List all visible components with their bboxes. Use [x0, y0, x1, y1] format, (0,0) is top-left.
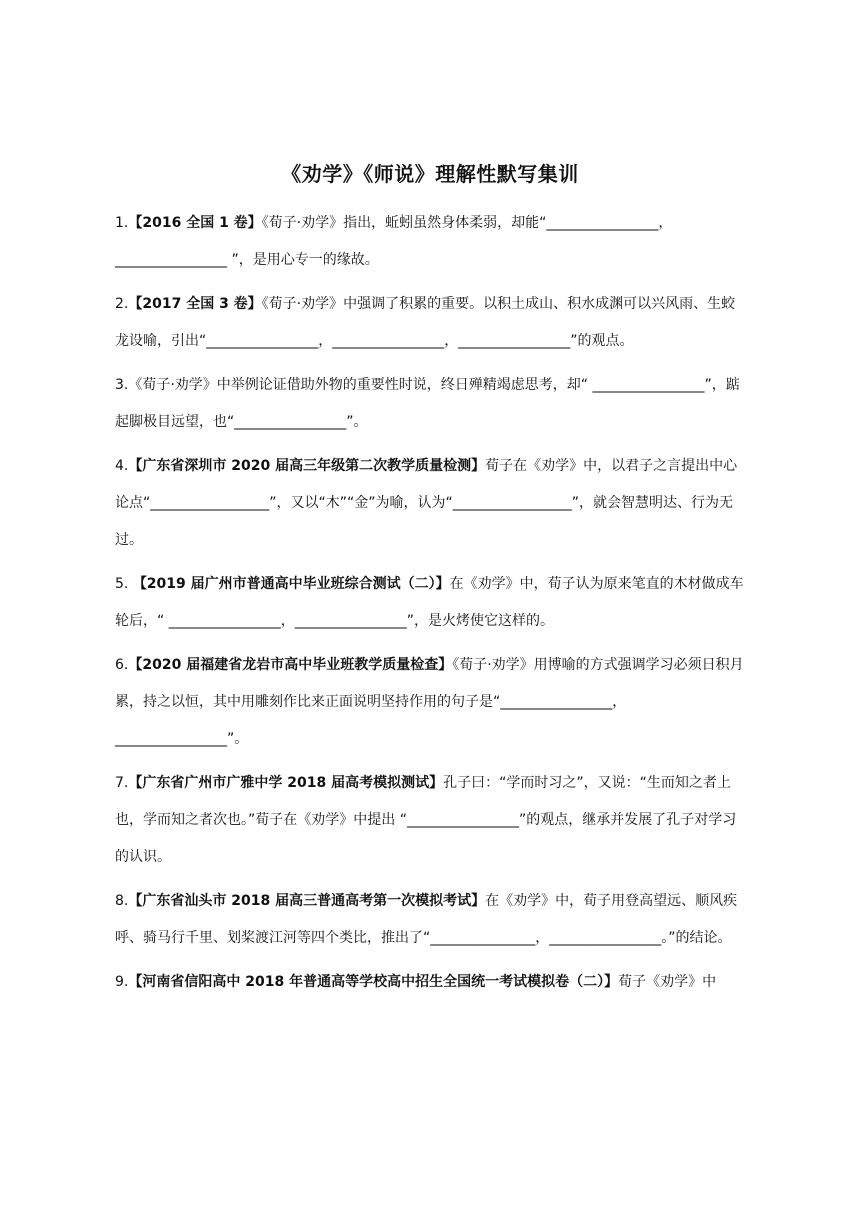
question-text: 孔子曰：“学而时习之”，又说：“生而知之者上也，学而知之者次也。”荀子在《劝学》中提出 “________________”的观点，继承并发展了孔子对学习的认识。 — [115, 775, 737, 865]
question-text: 《荀子·劝学》中强调了积累的重要。以积土成山、积水成渊可以兴风雨、生蛟龙设喻，引出“________________，________________，________________”的观点。 — [115, 296, 736, 349]
question-6 — [115, 647, 745, 758]
question-text: 《荀子·劝学》用博喻的方式强调学习必须日积月累，持之以恒，其中用雕刻作比来正面说明坚持作用的句子是“________________，________________”。 — [115, 657, 744, 747]
question-4 — [115, 448, 745, 559]
question-number: 9. — [115, 974, 129, 990]
question-7 — [115, 765, 745, 876]
question-source: 【广东省汕头市 2018 届高三普通高考第一次模拟考试】 — [128, 893, 486, 909]
question-source: 【广东省深圳市 2020 届高三年级第二次教学质量检测】 — [128, 458, 486, 474]
question-source: 【2016 全国 1 卷】 — [128, 215, 262, 231]
question-number: 6. — [115, 657, 129, 673]
question-text: 在《劝学》中，荀子用登高望远、顺风疾呼、骑马行千里、划桨渡江河等四个类比，推出了“_______________，________________。”的结论。 — [115, 893, 738, 946]
question-text: 《荀子·劝学》指出，蚯蚓虽然身体柔弱，却能“________________，________________ ”，是用心专一的缘故。 — [115, 215, 673, 268]
question-3 — [115, 367, 745, 441]
question-1 — [115, 205, 745, 279]
question-number: 2. — [115, 296, 129, 312]
question-text: 荀子《劝学》中 — [618, 974, 717, 990]
question-text: 在《劝学》中，荀子认为原来笔直的木材做成车轮后，“ ________________，________________”，是火烤使它这样的。 — [115, 576, 744, 629]
question-number: 5. — [115, 576, 133, 592]
document-title: 《劝学》《师说》理解性默写集训 — [281, 162, 579, 186]
question-text: 荀子在《劝学》中，以君子之言提出中心论点“_________________”，又以“木”“金”为喻，认为“_________________”，就会智慧明达、行为无过。 — [115, 458, 738, 548]
question-source: 【2019 届广州市普通高中毕业班综合测试（二）】 — [132, 576, 450, 592]
question-number: 3. — [115, 377, 129, 393]
question-number: 1. — [115, 215, 129, 231]
question-2 — [115, 286, 745, 360]
question-number: 7. — [115, 775, 129, 791]
question-text: 《荀子·劝学》中举例论证借助外物的重要性时说，终日殚精竭虑思考，却“ ________________”，踮起脚极目远望，也“________________”。 — [115, 377, 740, 430]
question-8 — [115, 883, 745, 957]
question-source: 【2020 届福建省龙岩市高中毕业班教学质量检查】 — [128, 657, 453, 673]
question-number: 8. — [115, 893, 129, 909]
question-9 — [115, 964, 745, 1001]
question-source: 【2017 全国 3 卷】 — [128, 296, 262, 312]
question-source: 【广东省广州市广雅中学 2018 届高考模拟测试】 — [128, 775, 444, 791]
question-number: 4. — [115, 458, 129, 474]
question-source: 【河南省信阳高中 2018 年普通高等学校高中招生全国统一考试模拟卷（二）】 — [128, 974, 619, 990]
question-5 — [115, 566, 745, 640]
